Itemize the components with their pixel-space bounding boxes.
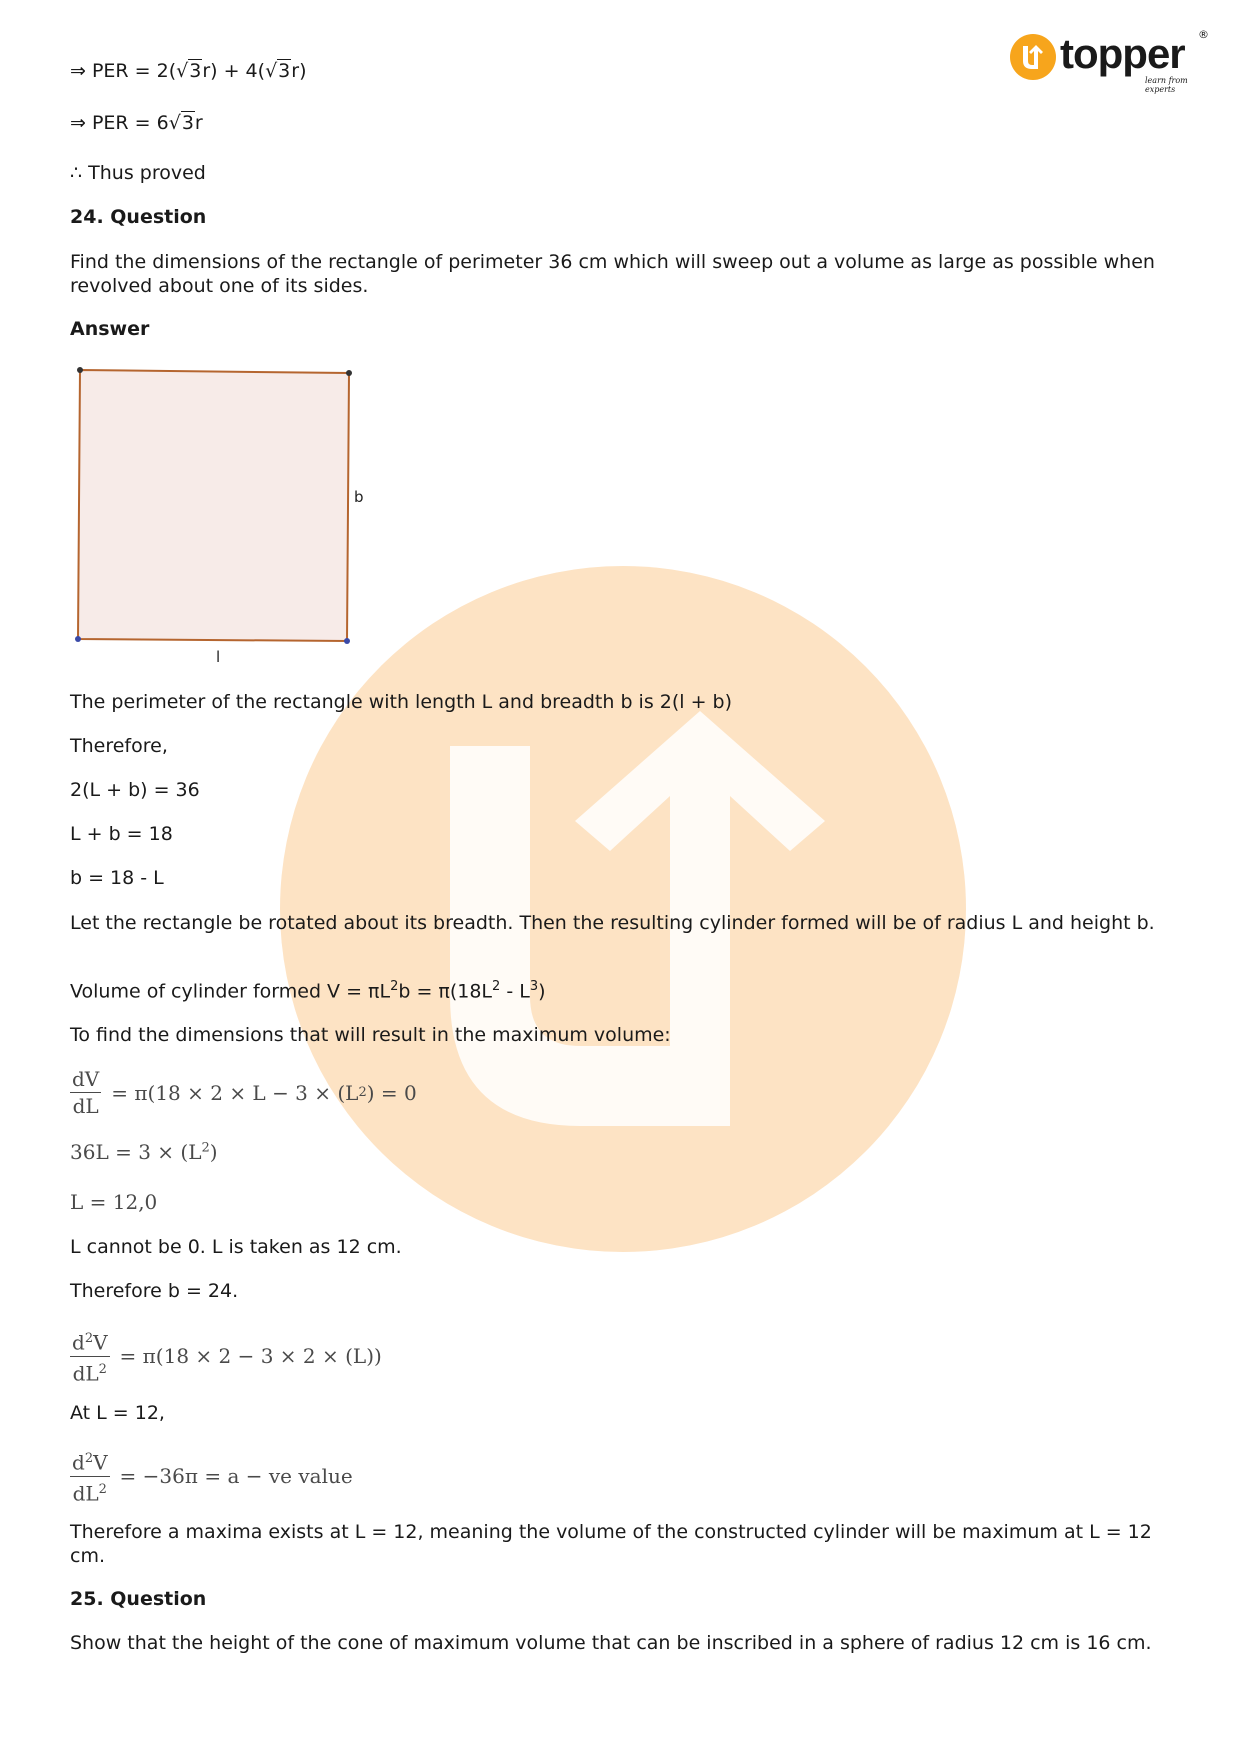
question-24-text: Find the dimensions of the rectangle of perimeter 36 cm which will sweep out a volume as large as possible when revolved about one of its sides. [70,251,1155,297]
per-equation-1: ⇒ PER = 2(√3r) + 4(√3r) [70,60,307,82]
per-equation-2: ⇒ PER = 6√3r [70,112,203,134]
sqrt-symbol: √3 [176,60,202,82]
answer-label: Answer [70,318,150,340]
fraction-dv-dl: $\frac{dV}{dL}$ [72,1067,100,1118]
logo-registered-mark: ® [1198,28,1209,41]
fraction-d2v-dl2: $\frac{d^2V}{dL^2}$ [70,1448,110,1504]
at-l-12: At L = 12, [70,1402,165,1424]
fraction-d2v-dl2: $\frac{d^2V}{dL^2}$ [70,1328,110,1384]
rectangle-figure [68,362,378,668]
figure-label-b: b [354,488,364,506]
l-cannot-be-zero: L cannot be 0. L is taken as 12 cm. [70,1236,402,1258]
logo-text: topper [1060,30,1185,77]
eq-sum: L + b = 18 [70,823,173,845]
question-25-heading: 25. Question [70,1588,207,1610]
logo-tagline: learn from experts [1145,76,1188,94]
volume-text: Volume of cylinder formed $V = \pi L^2b = \pi(18L^2 - L^3)$ [70,979,546,1003]
derivative-equation: $\frac{dV}{dL}$ = π(18 × 2 × L − 3 × (L 2 ) = 0 [72,1067,417,1118]
eq-36l: $36L = 3 \times (L^2)$ [70,1140,218,1164]
dimensions-text: To find the dimensions that will result in the maximum volume: [70,1024,671,1046]
therefore-b: Therefore b = 24. [70,1280,239,1302]
sqrt-symbol: √3 [168,112,194,134]
perimeter-text: The perimeter of the rectangle with length L and breadth b is 2(l + b) [70,691,733,713]
second-derivative-equation: $\frac{d^2V}{dL^2}$ = π(18 × 2 − 3 × 2 × (L)) [70,1328,382,1384]
maxima-conclusion: Therefore a maxima exists at L = 12, meaning the volume of the constructed cylinder will be maximum at L = 12 cm. [70,1521,1152,1567]
sqrt-symbol: √3 [265,60,291,82]
rotation-text: Let the rectangle be rotated about its breadth. Then the resulting cylinder formed will be of radius L and height b. [70,912,1155,934]
eq-perimeter: 2(L + b) = 36 [70,779,200,801]
question-25-text: Show that the height of the cone of maximum volume that can be inscribed in a sphere of radius 12 cm is 16 cm. [70,1632,1152,1654]
thus-proved: ∴ Thus proved [70,162,206,184]
figure-label-l: l [216,648,221,666]
question-24-heading: 24. Question [70,206,207,228]
second-derivative-value: $\frac{d^2V}{dL^2}$ = −36π = a − ve value [70,1448,353,1504]
eq-b: b = 18 - L [70,867,164,889]
therefore-text: Therefore, [70,735,168,757]
eq-l-value: L = 12,0 [70,1190,158,1214]
